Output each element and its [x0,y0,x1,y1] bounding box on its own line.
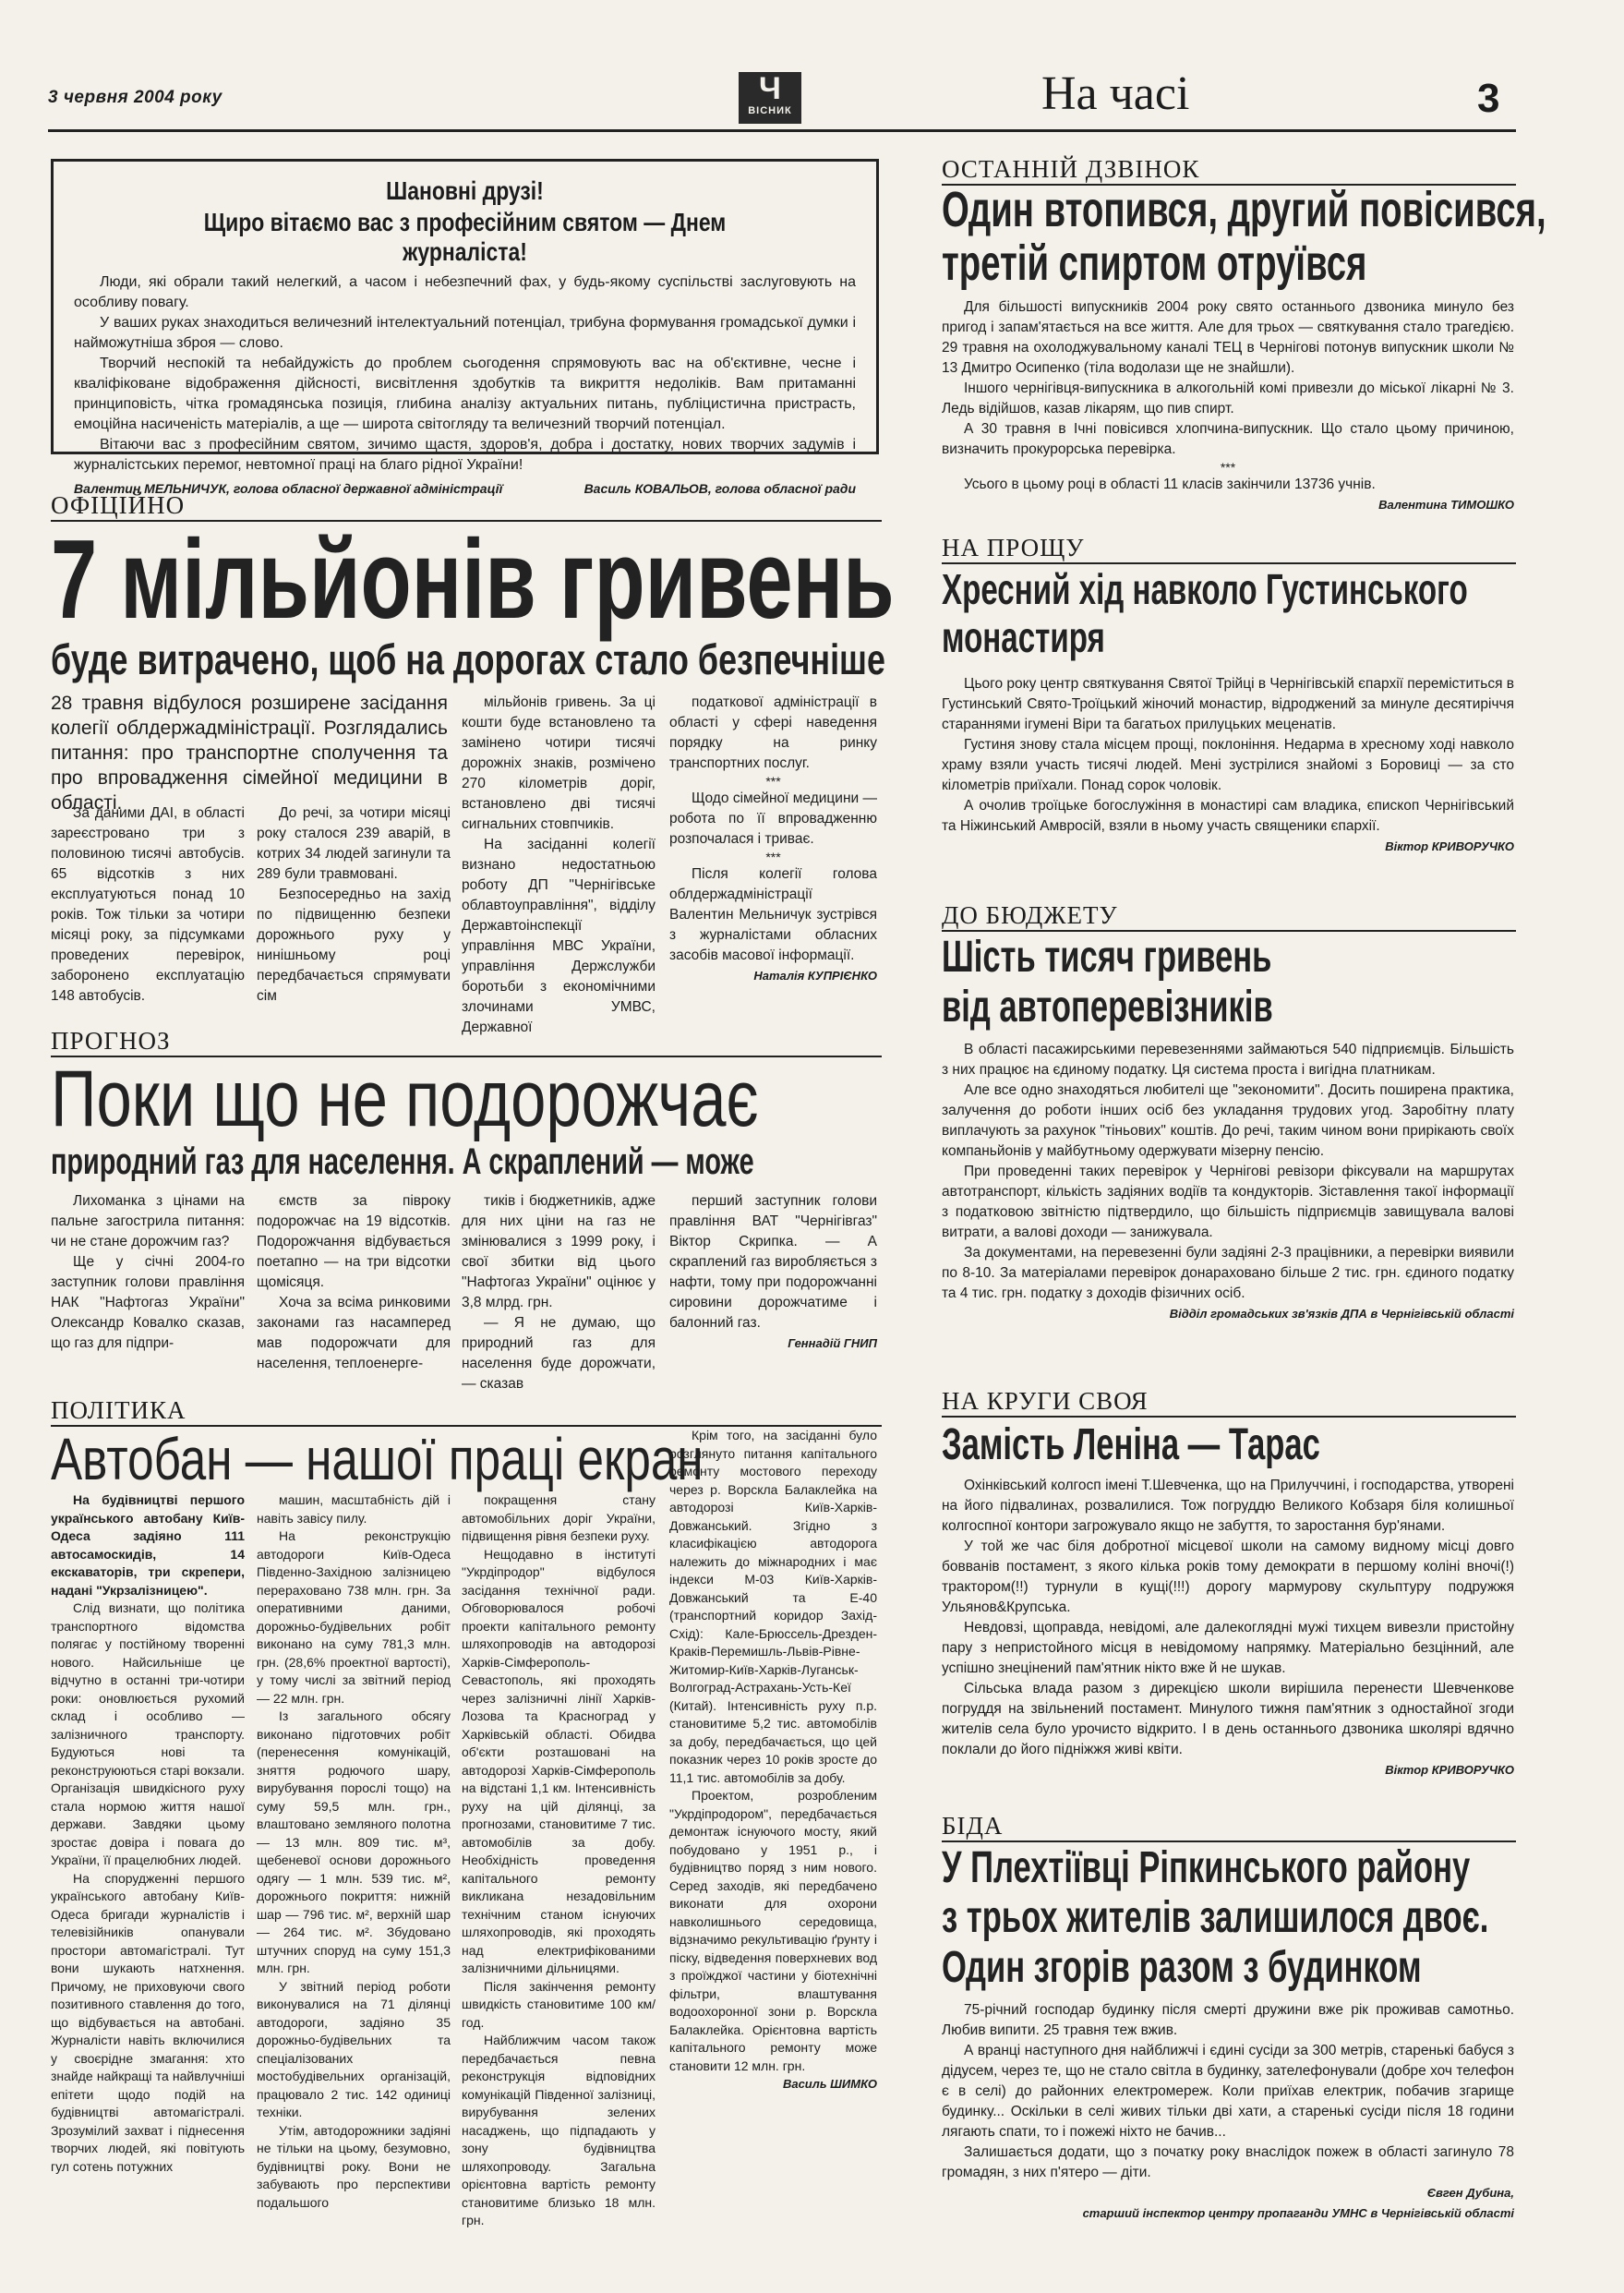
paragraph: У звітний період роботи виконувалися на 71 ділянці автодороги, задіяно 35 дорожньо-будівельних та спеціалізованих мостобудівельних організацій, працювало 2 тис. 142 одиниці техніки. [257,1978,451,2119]
rubric-budget: ДО БЮДЖЕТУ [942,901,1516,932]
forecast-col1 [51,1191,245,1354]
budget-body [942,1040,1514,1324]
budget-headline-2: від автоперевізників [942,983,1273,1032]
paragraph: покращення стану автомобільних доріг України, підвищення рівня безпеки руху. [462,1492,656,1543]
paragraph: Хоча за всіма ринковими законами газ насамперед мав подорожчати для населення, теплоенерге- [257,1295,451,1371]
paragraph: Сільська влада разом з дирекцією школи вирішила перенести Шевченкове погруддя на звільнений постамент. Минулого тижня пам'ятник з одностайної згоди жителів села було урочисто відкрито. І в день останнього дзвоника школярі вдячно поклали до його підніжжя живі квіти. [942,1681,1514,1757]
paragraph: Безпосередньо на захід по підвищенню безпеки дорожнього руху у нинішньому році передбачається спрямувати сім [257,887,451,1004]
signature-right: Василь КОВАЛЬОВ, голова обласної ради [583,481,856,496]
paragraph: Для більшості випускників 2004 року свято останнього дзвоника минуло без пригод і запам'ятається на все життя. Але для трьох — святкування стало трагедією. 29 травня на охолоджувальному каналі ТЕЦ в Чернігові потонув випускник школи № 13 Дмитро Осипенко (тіла водолази ще не знайшли). [942,299,1514,376]
paragraph: Іншого чернігівця-випускника в алкогольній комі привезли до міської лікарні № 3. Ледь відійшов, казав лікарям, що пив спирт. [942,380,1514,416]
trouble-headline-2: з трьох жителів залишилося двоє. [942,1893,1489,1942]
paragraph: Проектом, розробленим "Укрдіпродором", передбачається демонтаж існуючого мосту, який побудовано у 1951 р., і будівництво поряд з ним нового. Серед заходів, які передбачено виконати для охорони навколишнього середовища, відзначимо рекультивацію ґрунту і піску, відведення поверхневих вод з проїжджої частини у біотехнічні фільтри, влаштування водоохоронної зони р. Ворскла Балаклейка. Орієнтовна вартість капітального ремонту може становити 12 млн. грн. [669,1788,877,2073]
byline: Наталія КУПРІЄНКО [753,969,877,983]
paragraph: ємств за півроку подорожчає на 19 відсотків. Подорожчання відбувається поетапно — на три відсотки щомісяця. [257,1193,451,1290]
rubric-official: ОФІЦІЙНО [51,491,882,522]
paragraph: Після колегії голова облдержадміністрації Валентин Мельничук зустрівся з журналістами обласних засобів масової інформації. [669,866,877,963]
official-col1 [51,803,245,1007]
official-lead: 28 травня відбулося розширене засідання колегії облдержадміністрації. Розглядались питання: про транспортне сполучення та про впровадження сімейної медицини в області. [51,693,448,814]
greeting-paragraph: Вітаючи вас з професійним святом, зичимо щастя, здоров'я, добра і достатку, нових творчих задумів і журналістських перемог, невтомної праці на благо рідної України! [74,437,856,473]
paragraph: Ще у січні 2004-го заступник голови правління НАК "Нафтогаз України" Олександр Ковалко сказав, що газ для підпри- [51,1254,245,1351]
page-number: 3 [1477,76,1500,121]
greeting-box [51,159,879,496]
byline: Василь ШИМКО [782,2077,877,2091]
official-subheadline: буде витрачено, щоб на дорогах стало безпечніше [51,635,885,683]
greeting-title: Шановні друзі! [386,176,544,205]
separator-stars: *** [765,774,781,789]
paragraph: Після закінчення ремонту швидкість становитиме 100 км/год. [462,1978,656,2030]
official-col4 [669,693,877,986]
circles-headline: Замість Леніна — Тарас [942,1420,1320,1469]
paragraph: За документами, на перевезенні були задіяні 2-3 працівники, а перевірки виявили по 8-10. За матеріалами перевірок донараховано більше 2 тис. грн. єдиного податку та 4 тис. грн. податку з доходів фізичних осіб. [942,1245,1514,1301]
paragraph: Нещодавно в інституті "Укрдіпродор" відбулося засідання технічної ради. Обговорювалося робочі проекти капітального ремонту шляхопроводів на автодорозі Харків-Сімферополь-Севастополь, які проходять через залізничні лінії Харків-Лозова та Красноград у Харківській області. Обидва об'єкти розташовані на автодорозі Харків-Сімферополь на відстані 1,1 км. Інтенсивність руху на цій ділянці, за прогнозами, становитиме 7 тис. автомобілів за добу. Необхідність проведення капітального ремонту викликана незадовільним технічним станом існуючих шляхопроводів, які проходять над електрифікованими залізничними дільницями. [462,1546,656,1975]
separator-stars: *** [1220,460,1236,475]
paragraph: 75-річний господар будинку після смерті дружини вже рік проживав самотньо. Любив випити. 25 травня теж вжив. [942,2002,1514,2038]
trouble-body [942,2000,1514,2224]
last-bell-headline-2: третій спиртом отруївся [942,235,1367,291]
paragraph: Крім того, на засіданні було розглянуто питання капітального ремонту мостового переходу через р. Ворскла Балаклейка на автодорозі Київ-Харків-Довжанський. Згідно з класифікацією автодорога належить до міжнародних і має індекси М-03 Київ-Харків-Довжанський та Е-40 (транспортний коридор Захід-Схід): Кале-Брюссель-Дрезден-Краків-Перемишль-Львів-Рівне-Житомир-Київ-Харків-Луганськ-Волгоград-Астрахань-Усть-Кеї (Китай). Інтенсивність руху п.р. становитиме 5,2 тис. автомобілів за добу, передбачається, що цей показник через 10 років зросте до 11,1 тис. автомобілів за добу. [669,1428,877,1785]
paragraph: тиків і бюджетників, адже для них ціни на газ не змінювалися з 1999 року, і свої збитки від цього "Нафтогаз України" оцінює у 3,8 млрд. грн. [462,1193,656,1310]
politics-col3 [462,1491,656,2230]
paragraph: Залишається додати, що з початку року внаслідок пожеж в області загинуло 78 громадян, з них п'ятеро — діти. [942,2144,1514,2180]
paragraph: А вранці наступного дня найближчі і єдині сусіди за 300 метрів, старенькі бабуся з дідусем, через те, що не стало світла в будинку, зателефонували (добре хоч телефон є в селі) до районних електромереж. Коли приїхав електрик, побачив згарище будинку... Оскільки в селі живих тільки дві хати, а старенькі сусіди після 18 години лягають спати, то і пожежі ніхто не бачив... [942,2043,1514,2140]
official-col3 [462,693,656,1038]
trouble-headline-1: У Плехтіївці Ріпкинського району [942,1843,1471,1892]
paragraph: Невдовзі, щоправда, невідомі, але далекоглядні мужі тихцем вивезли пристойну пару з непристойного місця в невідомому напрямку. Матеріально безцінний, але успішно знецінений пам'ятник нікто вже й не шукав. [942,1620,1514,1676]
paragraph: Але все одно знаходяться любителі ще "зекономити". Досить поширена практика, залучення до роботи інших осіб без укладання трудових угод. Заробітну плату виплачують за рахунок "тіньових" коштів. До речі, таким чином вони прирікають своїх компаньйонів у майбутньому одержувати мізерну пенсію. [942,1082,1514,1159]
paragraph: перший заступник голови правління ВАТ "Чернігівгаз" Віктор Скрипка. — А скраплений газ виробляється з нафти, тому при подорожчанні сировини дорожчатиме і балонний газ. [669,1193,877,1331]
forecast-col4 [669,1191,877,1354]
forecast-headline: Поки що не подорожчає [51,1055,759,1143]
paragraph: Цього року центр святкування Святої Трійці в Чернігівській єпархії переміститься в Густинський Свято-Троїцький жіночий монастир, відроджений за минуле десятиріччя стараннями ігумені Віри та багатьох прилуцьких меценатів. [942,676,1515,732]
paragraph: До речі, за чотири місяці року сталося 239 аварій, в котрих 34 людей загинули та 289 були травмовані. [257,805,451,882]
rubric-pilgrimage: НА ПРОЩУ [942,534,1516,564]
official-col2 [257,803,451,1007]
paragraph: Густиня знову стала місцем прощі, поклоніння. Недарма в хресному ході навколо храму взяли участь тисячі людей. Мені зустрілися знайомі з Боровиці — за сто кілометрів приїхали. Понад сорок чоловік. [942,737,1514,793]
politics-col1 [51,1491,245,2176]
byline: Геннадій ГНИП [788,1336,877,1350]
paragraph: Усього в цьому році в області 11 класів закінчили 13736 учнів. [964,477,1376,492]
budget-headline-1: Шість тисяч гривень [942,933,1272,982]
paragraph: В області пасажирськими перевезеннями займаються 540 підприємців. Більшість з них працює на єдиному податку. Ця система проста і вигідна платникам. [942,1042,1514,1078]
section-title: На часі [1041,67,1190,120]
paragraph: На засіданні колегії визнано недостатньою роботу ДП "Чернігівське облавтоуправління", відділу Державтоінспекції управління МВС України, управління Держслужби боротьби з економічними злочинами УМВС, Державної [462,837,656,1035]
paragraph: Охінківський колгосп імені Т.Шевченка, що на Прилуччині, і господарства, утворені на його підвалинах, розвалилися. Тож погруддю Великого Кобзаря біля колишньої колгоспної контори загрожувало якщо не забуття, то заростання бур'янами. [942,1478,1514,1534]
paragraph: На будівництві першого українського автобану Київ-Одеса задіяно 111 автосамоскидів, 14 екскаваторів, три скрепери, надані "Укрзалізницею". [51,1492,245,1598]
rubric-forecast: ПРОГНОЗ [51,1027,882,1057]
forecast-col3 [462,1191,656,1394]
rubric-circles: НА КРУГИ СВОЯ [942,1387,1516,1418]
forecast-subheadline: природний газ для населення. А скраплений — може [51,1141,754,1182]
paragraph: податкової адміністрації в області у сфері наведення порядку на ринку транспортних послуг. [669,694,877,771]
paragraph: За даними ДАІ, в області зареєстровано три з половиною тисячі автобусів. 65 відсотків з них експлуатуються понад 10 років. Тож тільки за чотири місяці року, за підсумками проведених перевірок, заборонено експлуатацію 148 автобусів. [51,805,245,1004]
paragraph: Щодо сімейної медицини — робота по її впровадженню розпочалася і триває. [669,790,877,847]
last-bell-body [942,297,1514,515]
rubric-politics: ПОЛІТИКА [51,1396,882,1427]
paragraph: Утім, автодорожники задіяні не тільки на цьому, безумовно, будівництві року. Вони не забувають про перспективи подальшого [257,2122,451,2210]
paragraph: Найближчим часом також передбачається певна реконструкція відповідних комунікацій Південної залізниці, вирубування зелених насаджень, що підпадають у зону будівництва шляхопроводу. Загальна орієнтовна вартість ремонту становитиме близько 18 млн. грн. [462,2033,656,2227]
paragraph: На реконструкцію автодороги Київ-Одеса Південно-Західною залізницею перераховано 738 млн. грн. За оперативними даними, дорожньо-будівельних робіт виконано на суму 781,3 млн. грн. (28,6% проектної вартості), у тому числі за звітний період — 22 млн. грн. [257,1528,451,1706]
logo-letter: Ч [759,71,781,106]
politics-headline: Автобан — нашої праці екран [51,1426,704,1492]
greeting-paragraph: Люди, які обрали такий нелегкий, а часом і небезпечний фах, у будь-якому суспільстві заслуговують на особливу повагу. [74,274,856,310]
pilgrimage-headline-1: Хресний хід навколо Густинського [942,565,1468,613]
rubric-trouble: БІДА [942,1812,1516,1842]
paragraph: Лихоманка з цінами на пальне загострила питання: чи не стане дорожчим газ? [51,1193,245,1249]
paragraph: Із загального обсягу виконано підготовчих робіт (перенесення комунікацій, зняття родючого шару, вирубування порослі тощо) на суму 59,5 млн. грн., влаштовано земляного полотна — 13 млн. 809 тис. м³, щебеневої основи дорожнього одягу — 1 млн. 539 тис. м², дорожнього покриття: нижній шар — 796 тис. м², верхній шар — 264 тис. м². Збудовано штучних споруд на суму 151,3 млн. грн. [257,1708,451,1975]
circles-body [942,1476,1514,1780]
greeting-paragraph: У ваших руках знаходиться величезний інтелектуальний потенціал, трибуна формування громадської думки і найможутніша зброя — слово. [74,315,856,351]
politics-col2 [257,1491,451,2212]
paragraph: — Я не думаю, що природний газ для населення буде дорожчати, — сказав [462,1315,656,1392]
paragraph: А очолив троїцьке богослужіння в монастирі сам владика, єпископ Чернігівський та Ніжинський Амвросій, взяли в ньому участь священики єпархії. [942,798,1514,834]
separator-stars: *** [765,850,781,864]
pilgrimage-body [942,674,1514,857]
paragraph: При проведенні таких перевірок у Чернігові ревізори фіксували на маршрутах автотранспорт, кількість задіяних водіїв та кондукторів. Зіставлення такої інформації з податковою звітністю підтвердило, що більшість підприємців завищувала валові витрати, а валові доходи — занижувала. [942,1164,1514,1240]
byline: Валентина ТИМОШКО [1378,498,1514,512]
paragraph: машин, масштабність дій і навіть завісу пилу. [257,1492,451,1526]
paragraph: А 30 травня в Ічні повісився хлопчина-випускник. Що стало цьому причиною, визначить прокурорська перевірка. [942,421,1514,457]
politics-col4 [669,1427,877,2094]
rubric-last-bell: ОСТАННІЙ ДЗВІНОК [942,155,1516,186]
last-bell-headline-1: Один втопився, другий повісився, [942,182,1546,237]
paragraph: На спорудженні першого українського автобану Київ-Одеса бригади журналістів і телевізійників опанували простори автомагістралі. Тут вони шукають натхнення. Причому, не приховуючи свого позитивного ставлення до того, що відбувається на автобані. Журналісти навіть включилися у своєрідне змагання: хто знайде найкращі та найвлучніші епітети щодо подій на будівництві автомагістралі. Зрозумілий захват і піднесення творчих людей, які повітують гул сотень потужних [51,1870,245,2174]
byline: Євген Дубина, [1426,2186,1514,2200]
paragraph: У той же час біля добротної місцевої школи на самому видному місці довго бовванів постамент, з якого кілька років тому демократи в першому коліні вночі(!) трактором(!!) турнули в кущі(!!!) дорогу мармурову скульптуру подружжя Ульянов&Крупська. [942,1539,1514,1615]
byline: старший інспектор центру пропаганди УМНС в Чернігівській області [1082,2206,1514,2220]
signature-left: Валентин МЕЛЬНИЧУК, голова обласної державної адміністрації [74,481,503,496]
newspaper-logo [739,72,801,124]
pilgrimage-headline-2: монастиря [942,613,1105,661]
trouble-headline-3: Один згорів разом з будинком [942,1943,1422,1992]
greeting-paragraph: Творчий неспокій та небайдужість до проблем сьогодення спрямовують вас на об'єктивне, чесне і кваліфіковане відображення дійсності, висвітлення здобутків та викриття недоліків. Вам притаманні принциповість, чітка громадянська позиція, глибина аналізу актуальних питань, публіцистична пристрасть, емоційна насиченість матеріалів, а ще — широта світогляду та величезний творчий потенціал. [74,356,856,432]
paragraph: Слід визнати, що політика транспортного відомства полягає у постійному творенні нового. Найсильніше це відчутно в останні три-чотири роки: оновлюється рухомий склад і особливо — залізничного транспорту. Будуються нові та реконструюються старі вокзали. Організація швидкісного руху стала нормою життя нашої держави. Завдяки цьому зростає довіра і повага до України, її працелюбних людей. [51,1600,245,1867]
byline: Відділ громадських зв'язків ДПА в Чернігівській області [1169,1307,1514,1321]
forecast-col2 [257,1191,451,1374]
paragraph: мільйонів гривень. За ці кошти буде встановлено та замінено чотири тисячі дорожніх знаків, розмічено 270 кілометрів доріг, встановлено дві тисячі сигнальних стовпчиків. [462,694,656,832]
logo-text: ВІСНИК [748,105,792,116]
byline: Віктор КРИВОРУЧКО [1385,1763,1514,1777]
greeting-subtitle: Щиро вітаємо вас з професійним святом — Днем журналіста! [203,208,727,266]
header-rule [48,129,1516,132]
byline: Віктор КРИВОРУЧКО [1385,839,1514,853]
issue-date: 3 червня 2004 року [48,88,223,107]
official-headline: 7 мільйонів гривень [51,516,895,642]
